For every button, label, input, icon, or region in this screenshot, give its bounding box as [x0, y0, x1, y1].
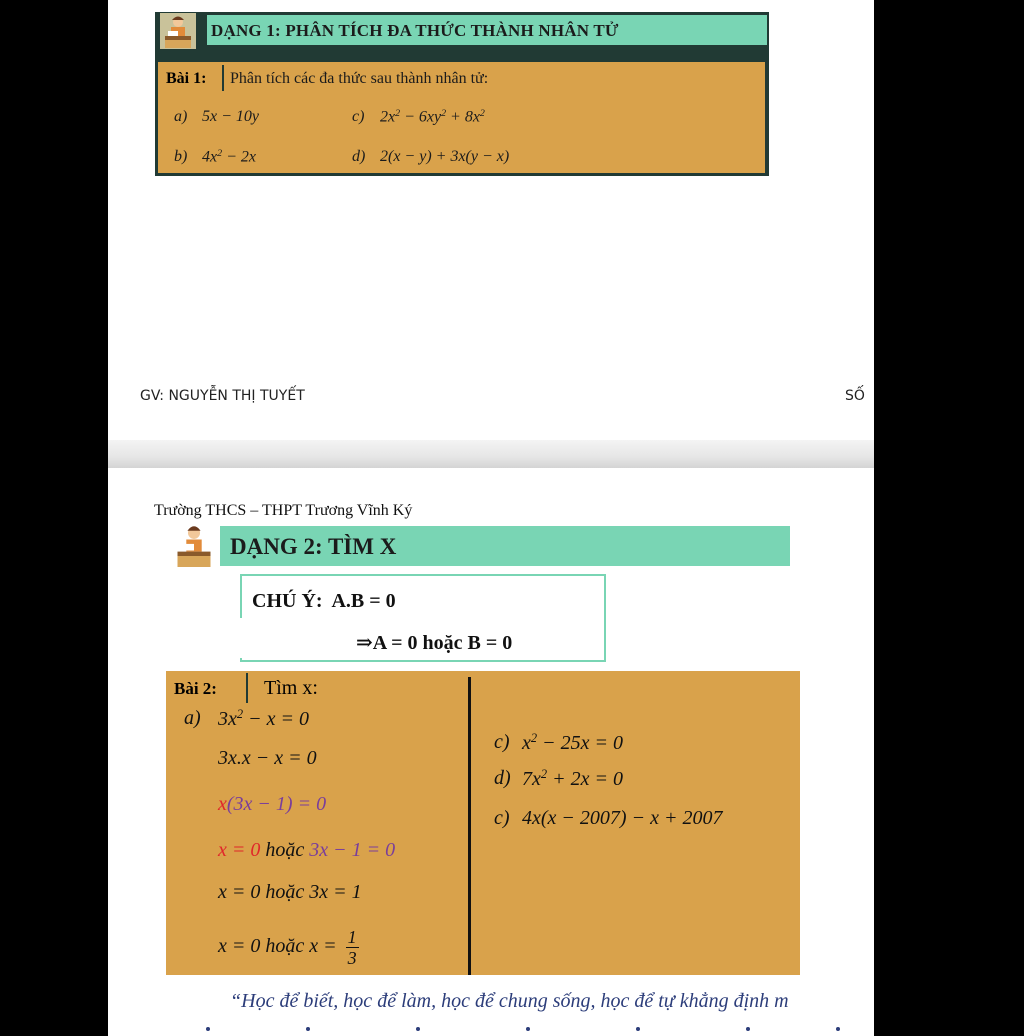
- ex-c-expr: $2x^2 - 6xy^2 + 8x^2$: [380, 108, 485, 126]
- exercise-1-prompt: Phân tích các đa thức sau thành nhân tử:: [230, 70, 489, 87]
- right-c-expr: $x^2 - 25x = 0$: [522, 731, 623, 754]
- solution-line-2: 3x.x − x = 0: [218, 747, 317, 769]
- ex-d-label: d): [352, 148, 366, 165]
- page-2: [108, 468, 874, 1036]
- page-footer-right: SỐ: [845, 388, 865, 404]
- exercise-2-prompt: Tìm x:: [264, 677, 318, 699]
- ex-b-label: b): [174, 148, 188, 165]
- ex-a-label: a): [174, 108, 188, 125]
- solution-line-4: x = 0 hoặc 3x − 1 = 0: [218, 839, 396, 861]
- right-e-label: c): [494, 807, 510, 829]
- page-separator: [108, 440, 874, 468]
- right-d-label: d): [494, 767, 511, 789]
- exercise-box-1: [155, 12, 769, 176]
- note-box: [240, 574, 606, 662]
- exercise-2-box: [166, 671, 800, 975]
- section-title-2: DẠNG 2: TÌM X: [220, 526, 790, 566]
- school-header: Trường THCS – THPT Trương Vĩnh Ký: [154, 502, 413, 519]
- motto-quote: “Học để biết, học để làm, học để chung sống, học để tự khẳng định m: [230, 990, 789, 1012]
- page-1: [108, 0, 874, 440]
- ex-d-expr: 2(x − y) + 3x(y − x): [380, 148, 510, 165]
- solution-line-6: x = 0 hoặc x = $\frac{1}{3}$: [218, 927, 357, 968]
- solution-line-1: $3x^2 - x = 0$: [218, 707, 309, 730]
- solution-a-label: a): [184, 707, 201, 729]
- right-e-expr: 4x(x − 2007) − x + 2007: [522, 807, 723, 829]
- section-title-1: DẠNG 1: PHÂN TÍCH ĐA THỨC THÀNH NHÂN TỬ: [207, 15, 767, 45]
- note-line-2: ⇒A = 0 hoặc B = 0: [356, 632, 513, 654]
- fraction-one-third: $\frac{1}{3}$: [347, 927, 357, 968]
- right-c-label: c): [494, 731, 510, 753]
- note-line-1: CHÚ Ý: A.B = 0: [252, 590, 396, 612]
- solution-line-5: x = 0 hoặc 3x = 1: [218, 881, 362, 903]
- solution-line-3: x(3x − 1) = 0: [218, 793, 327, 815]
- decorative-dots: [168, 1026, 868, 1032]
- exercise-1-label: Bài 1:: [158, 65, 224, 91]
- exercise-2-label: Bài 2:: [166, 673, 248, 703]
- ex-b-expr: $4x^2 - 2x$: [202, 148, 256, 166]
- teacher-icon: [160, 13, 196, 49]
- right-d-expr: $7x^2 + 2x = 0$: [522, 767, 623, 790]
- teacher-icon: [174, 523, 214, 567]
- exercise-1-content: [158, 62, 765, 173]
- ex-a-expr: 5x − 10y: [202, 108, 259, 125]
- ex-c-label: c): [352, 108, 365, 125]
- teacher-name: GV: NGUYỄN THỊ TUYẾT: [140, 388, 305, 404]
- column-divider: [468, 677, 471, 975]
